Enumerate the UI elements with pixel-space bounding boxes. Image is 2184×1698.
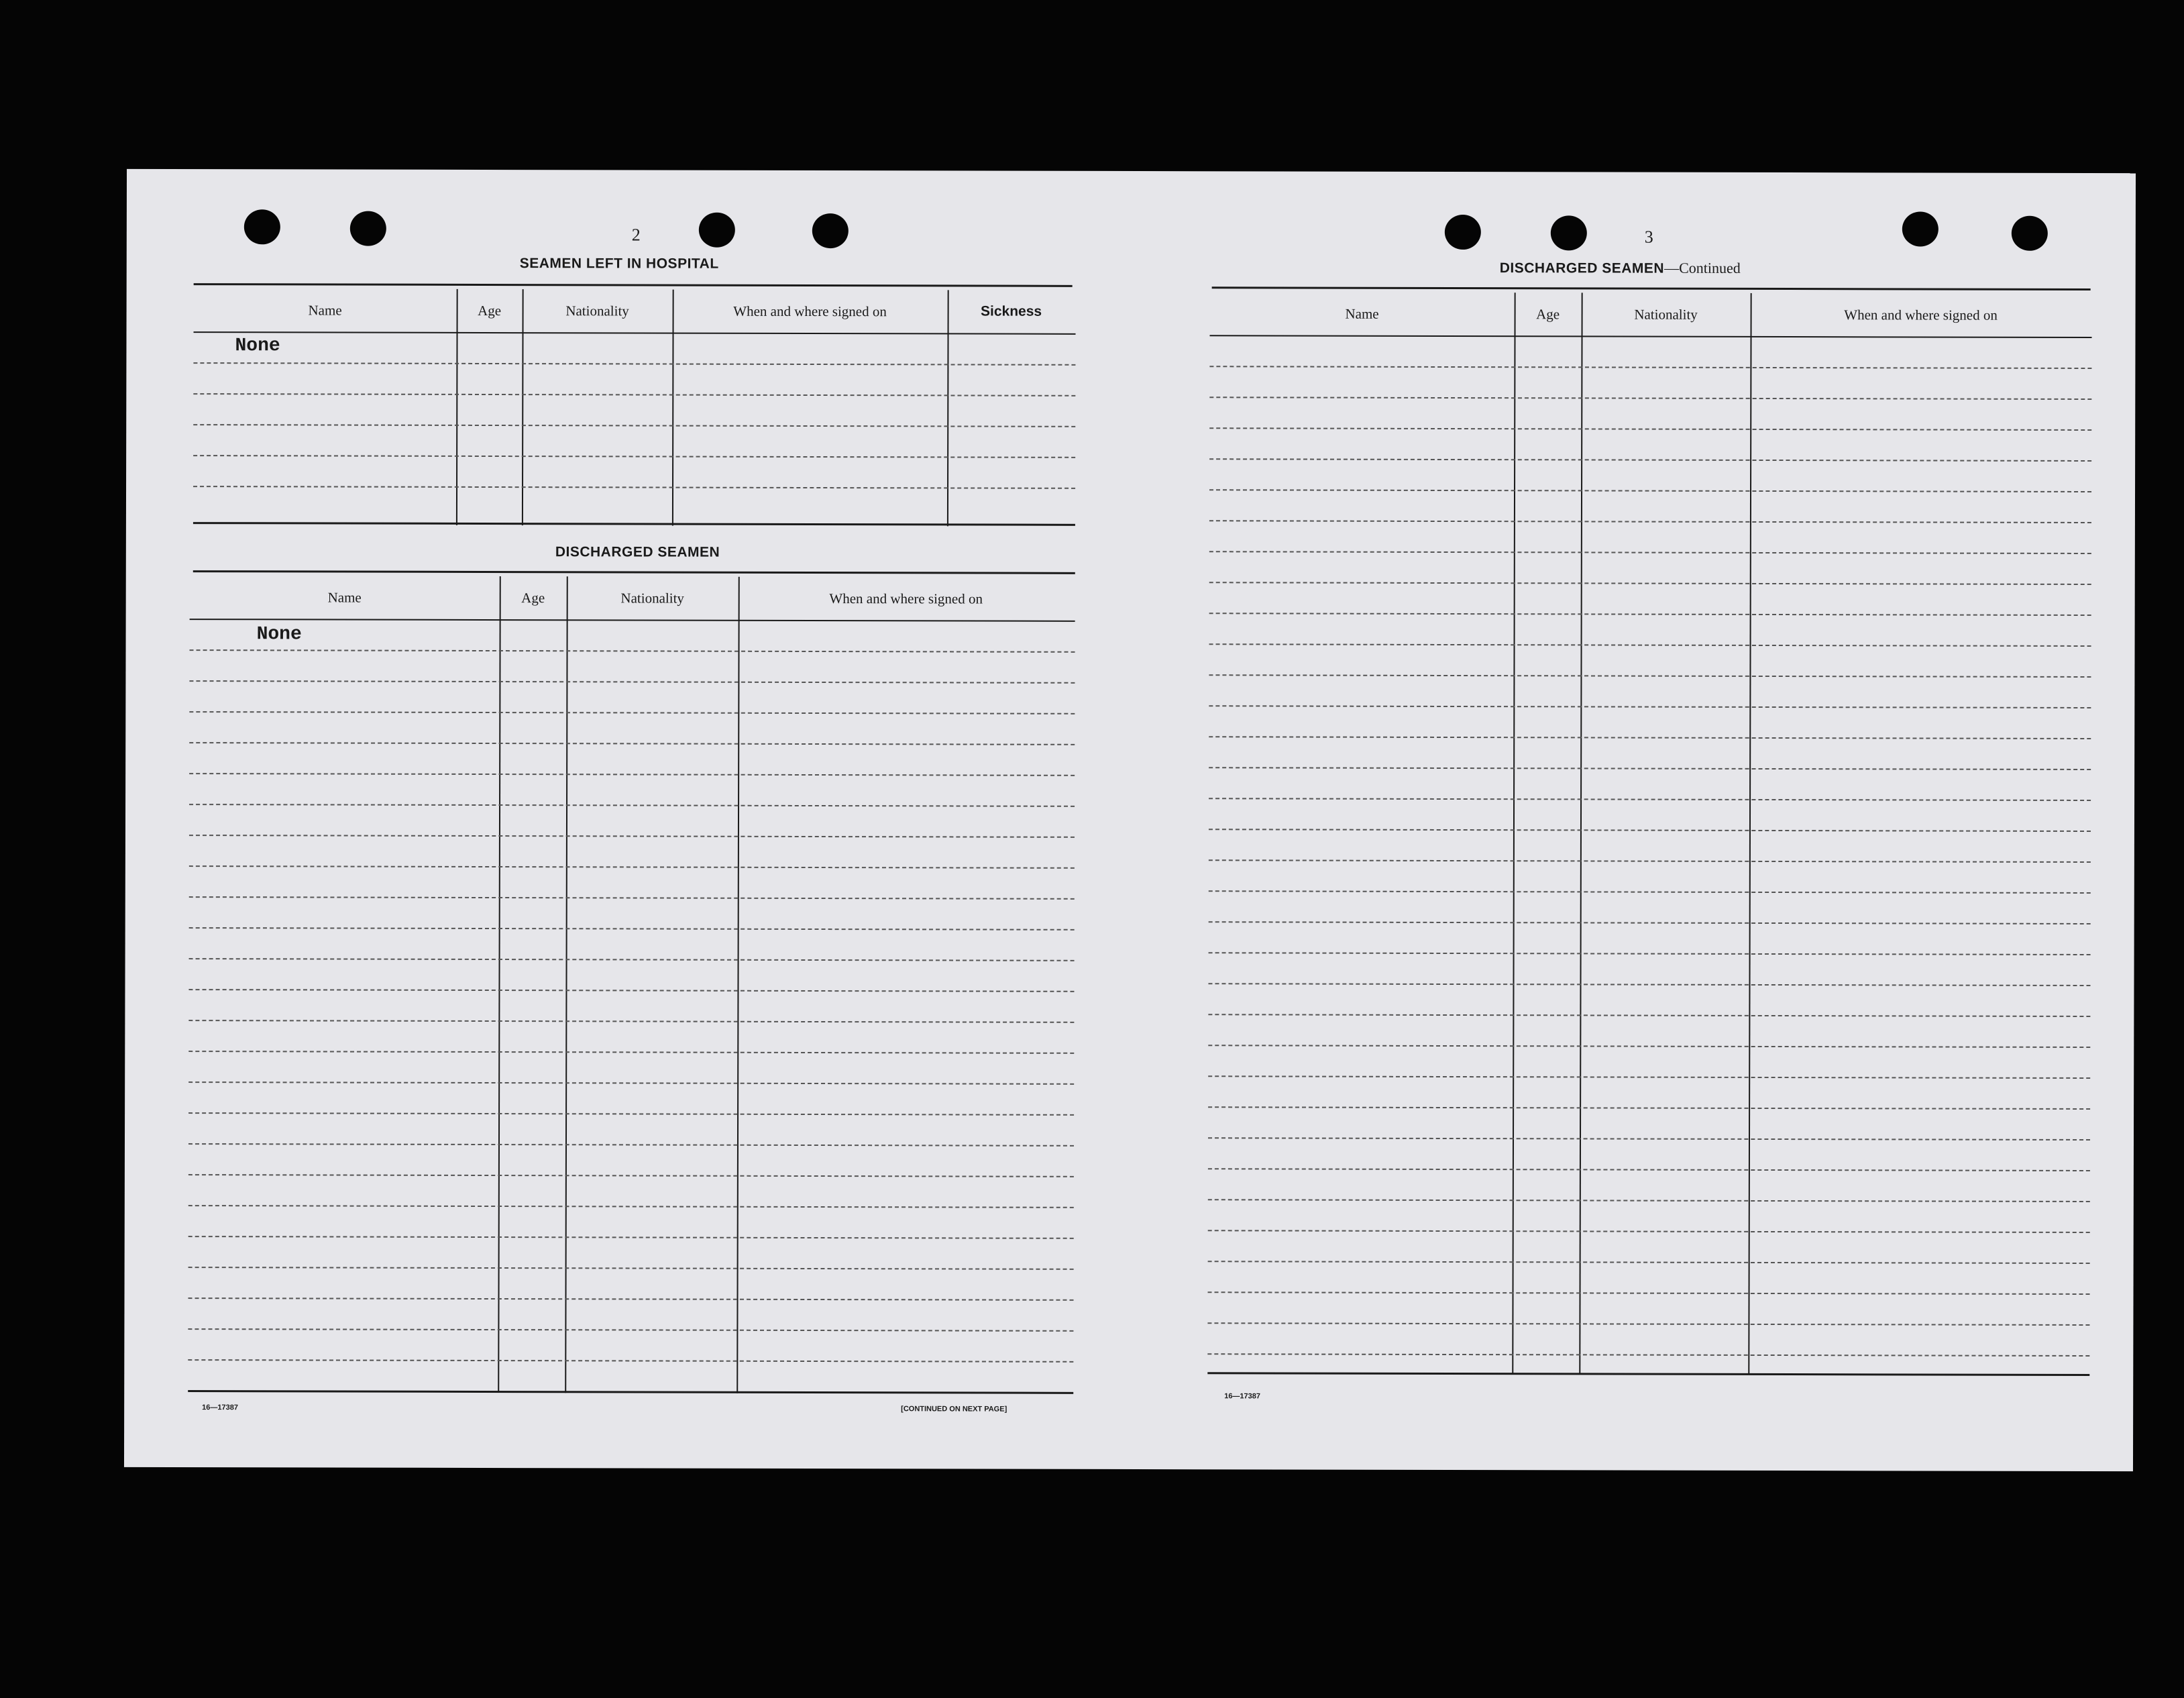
punch-hole [1445, 215, 1481, 250]
table-row [1209, 396, 2091, 431]
section-title-suffix: —Continued [1664, 259, 1741, 276]
table-row [190, 619, 1075, 653]
continued-note: [CONTINUED ON NEXT PAGE] [901, 1405, 1007, 1414]
table-row [1208, 1230, 2090, 1264]
table-row [188, 1081, 1074, 1116]
table-row [189, 680, 1075, 714]
table-row [1209, 798, 2091, 832]
punch-hole [1902, 211, 1939, 246]
column-header-name: Name [1345, 305, 1379, 322]
column-header-signed-on: When and where signed on [829, 590, 983, 607]
table-row [1208, 1045, 2090, 1079]
table-row [1209, 489, 2091, 523]
table-row [1208, 1075, 2090, 1110]
table-row [193, 393, 1075, 427]
hospital-table [193, 288, 1076, 527]
table-row [188, 958, 1074, 992]
table-row [188, 989, 1074, 1023]
punch-hole [244, 209, 280, 244]
punch-hole [2012, 216, 2048, 251]
form-number: 16—17387 [1224, 1392, 1261, 1401]
form-number: 16—17387 [202, 1403, 239, 1412]
discharged-entry-name: None [256, 624, 302, 645]
table-row [1209, 643, 2091, 678]
page-number: 2 [631, 225, 641, 245]
document-sheet [124, 169, 2136, 1471]
table-row [189, 804, 1075, 838]
title-rule [193, 570, 1075, 574]
column-header-sickness: Sickness [981, 303, 1042, 319]
table-row [1209, 921, 2091, 955]
title-rule [194, 283, 1073, 287]
column-header-nationality: Nationality [620, 590, 684, 606]
table-row [1208, 1199, 2090, 1233]
punch-hole [699, 213, 735, 248]
table-row [188, 1297, 1073, 1332]
table-row [1207, 1322, 2089, 1357]
punch-hole [350, 211, 386, 246]
table-row [1209, 427, 2091, 462]
table-row [1208, 952, 2090, 986]
section-title-hospital: SEAMEN LEFT IN HOSPITAL [519, 256, 719, 272]
table-row [1208, 1137, 2090, 1171]
table-row [189, 649, 1075, 684]
table-row [188, 1267, 1074, 1301]
table-row [193, 331, 1075, 366]
column-header-nationality: Nationality [1634, 306, 1698, 323]
column-header-signed-on: When and where signed on [1844, 307, 1998, 323]
table-row [188, 1020, 1074, 1054]
table-row [1208, 1168, 2090, 1202]
table-row [1209, 551, 2091, 585]
table-row [188, 1112, 1074, 1147]
table-row [188, 1205, 1074, 1239]
hospital-entry-name: None [235, 335, 280, 357]
table-row [1209, 366, 2091, 400]
section-title-text: DISCHARGED SEAMEN [1499, 260, 1665, 276]
table-row [1209, 829, 2091, 863]
table-row [193, 362, 1075, 396]
table-row [1209, 520, 2091, 554]
table-row [188, 1328, 1073, 1363]
table-row [188, 1051, 1074, 1085]
section-title-discharged-continued [1500, 259, 1741, 277]
table-row [1209, 736, 2091, 770]
table-row [1209, 674, 2091, 708]
table-row [1208, 1106, 2090, 1140]
column-header-age: Age [478, 302, 502, 319]
discharged-continued-table [1207, 292, 2091, 1375]
table-row [1209, 705, 2091, 739]
column-header-nationality: Nationality [565, 303, 629, 319]
column-header-name: Name [327, 589, 362, 606]
table-row [188, 1174, 1074, 1208]
table-row [1209, 767, 2091, 801]
title-rule [1212, 286, 2091, 290]
table-row [193, 424, 1075, 458]
table-row [1207, 1291, 2089, 1326]
punch-hole [1551, 215, 1587, 250]
column-header-name: Name [308, 302, 342, 319]
table-row [1209, 890, 2091, 924]
table-row [189, 927, 1075, 961]
table-row [1208, 1261, 2090, 1295]
table-row [189, 742, 1075, 776]
table-row [1209, 458, 2091, 492]
table-row [1209, 613, 2091, 647]
column-header-signed-on: When and where signed on [733, 303, 887, 320]
column-header-age: Age [521, 590, 545, 606]
table-row [1209, 859, 2091, 894]
discharged-table [188, 576, 1075, 1394]
table-row [189, 865, 1075, 900]
table-row [189, 835, 1075, 869]
table-row [189, 711, 1075, 745]
page-number: 3 [1644, 227, 1653, 247]
section-title-discharged: DISCHARGED SEAMEN [555, 544, 720, 560]
table-row [189, 773, 1075, 807]
table-row [188, 1236, 1074, 1270]
table-row [1208, 1014, 2090, 1048]
table-row [193, 455, 1075, 489]
column-header-age: Age [1536, 306, 1560, 323]
table-row [1209, 582, 2091, 616]
table-row [1208, 983, 2090, 1017]
punch-hole [812, 213, 849, 248]
table-row [189, 896, 1075, 931]
table-row [1209, 335, 2091, 369]
table-row [188, 1143, 1074, 1177]
